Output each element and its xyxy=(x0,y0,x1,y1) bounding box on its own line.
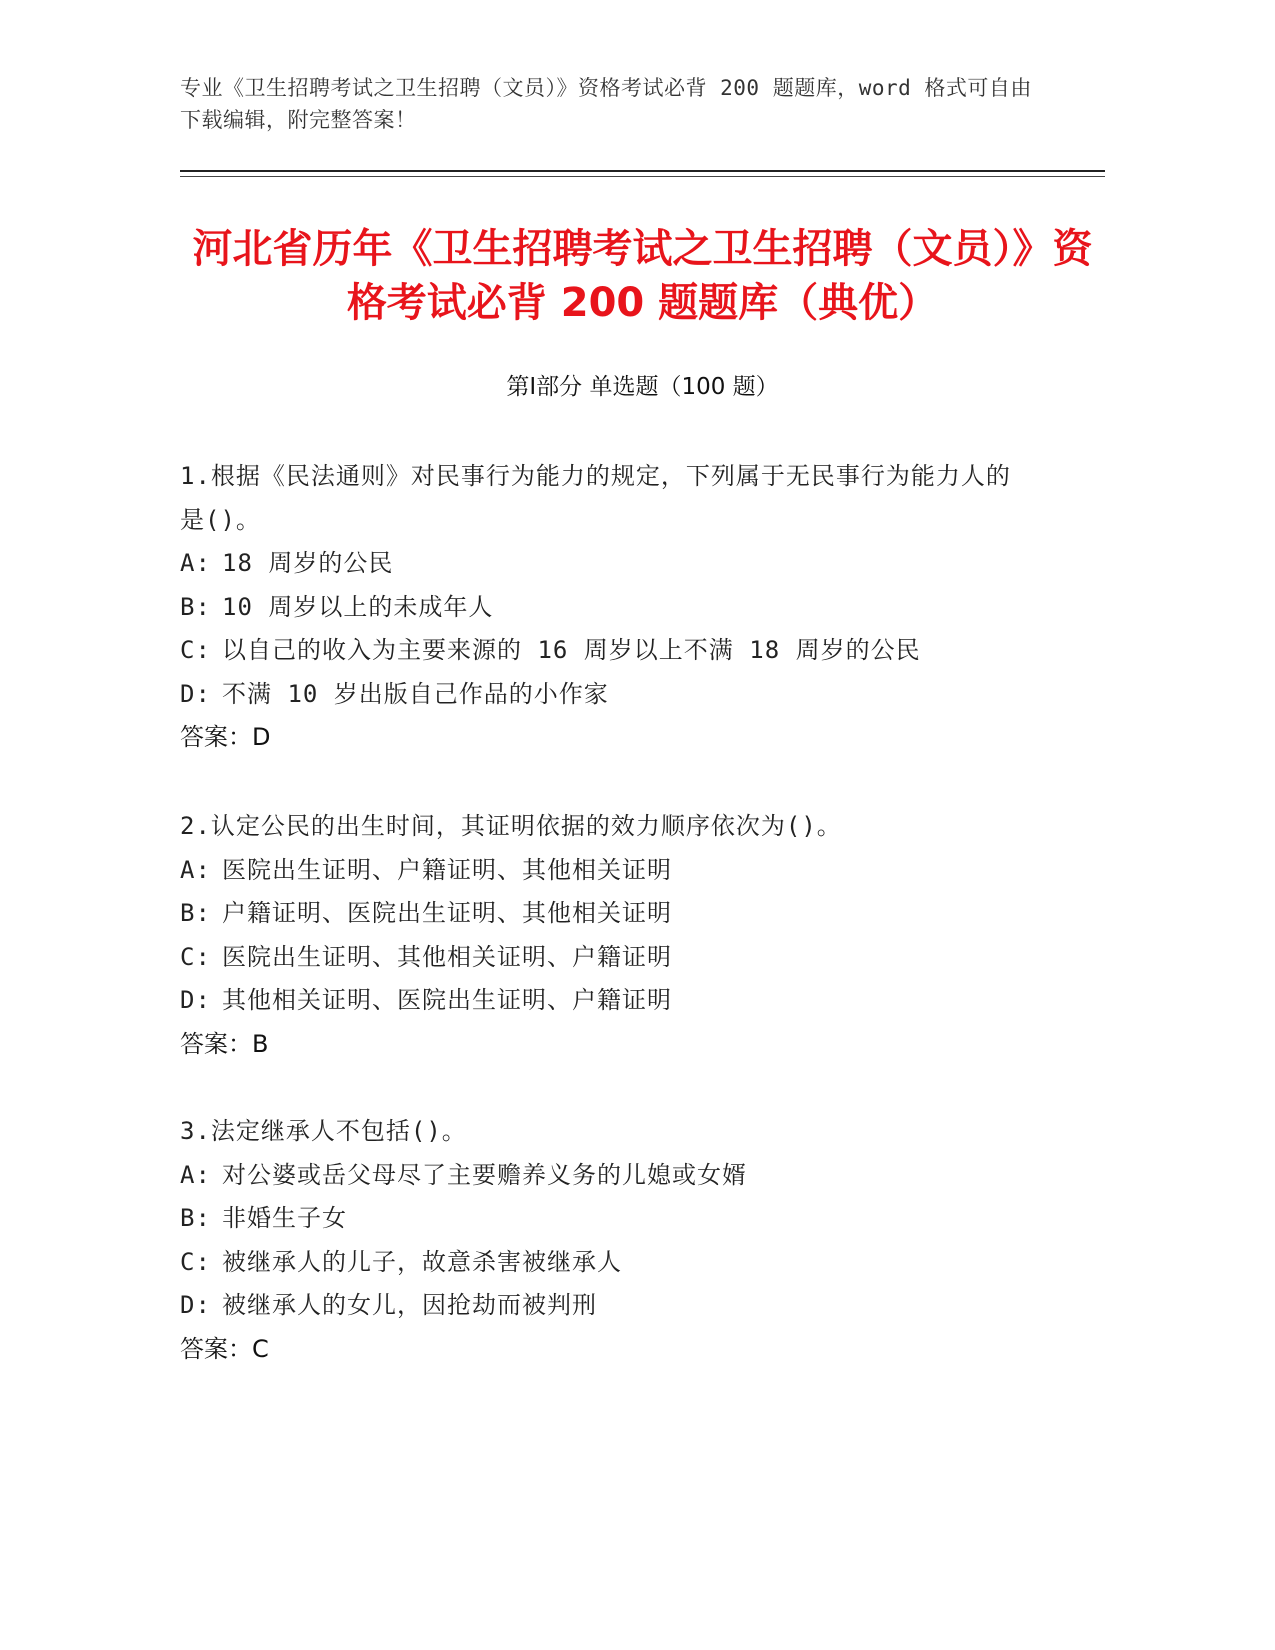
option-key: C: xyxy=(180,1247,211,1276)
option-d xyxy=(180,979,1030,1023)
option-text: 以自己的收入为主要来源的 16 周岁以上不满 18 周岁的公民 xyxy=(222,636,921,664)
option-b xyxy=(180,586,1030,630)
header-divider-thin xyxy=(180,176,1105,177)
option-key: D: xyxy=(180,679,211,708)
answer-line: 答案：B xyxy=(180,1029,269,1058)
option-key: A: xyxy=(180,549,211,577)
option-key: C: xyxy=(180,942,211,971)
section-title: 第Ⅰ部分 单选题（100 题） xyxy=(506,374,779,400)
option-text: 医院出生证明、户籍证明、其他相关证明 xyxy=(222,855,672,884)
answer-line: 答案：D xyxy=(180,723,271,751)
option-text: 医院出生证明、其他相关证明、户籍证明 xyxy=(222,942,672,971)
option-text: 户籍证明、医院出生证明、其他相关证明 xyxy=(222,899,672,927)
option-key: B: xyxy=(180,1204,211,1232)
answer-line: 答案：C xyxy=(180,1334,269,1363)
option-c xyxy=(180,936,1030,980)
option-a xyxy=(180,1154,1030,1198)
option-text: 其他相关证明、医院出生证明、户籍证明 xyxy=(222,986,672,1014)
header-divider-thick xyxy=(180,170,1105,172)
question-item xyxy=(180,1110,1030,1371)
option-key: B: xyxy=(180,899,211,927)
question-item xyxy=(180,805,1030,1066)
option-text: 被继承人的女儿，因抢劫而被判刑 xyxy=(222,1291,597,1319)
option-key: D: xyxy=(180,986,211,1014)
option-text: 10 周岁以上的未成年人 xyxy=(222,592,494,621)
header-note: 专业《卫生招聘考试之卫生招聘（文员）》资格考试必背 200 题题库，word 格式可自由下载编辑，附完整答案！ xyxy=(180,76,1032,132)
option-text: 不满 10 岁出版自己作品的小作家 xyxy=(222,679,609,708)
question-stem: 1.根据《民法通则》对民事行为能力的规定，下列属于无民事行为能力人的是()。 xyxy=(180,462,1011,534)
document-title: 河北省历年《卫生招聘考试之卫生招聘（文员）》资格考试必背 200 题题库（典优） xyxy=(192,226,1093,326)
option-a xyxy=(180,849,1030,893)
option-c xyxy=(180,629,1030,673)
option-text: 被继承人的儿子，故意杀害被继承人 xyxy=(222,1247,622,1276)
option-text: 非婚生子女 xyxy=(222,1204,347,1232)
option-a xyxy=(180,542,1030,586)
question-stem: 3.法定继承人不包括()。 xyxy=(180,1117,467,1145)
option-key: C: xyxy=(180,636,211,664)
question-item xyxy=(180,455,1030,760)
option-b xyxy=(180,1197,1030,1241)
option-text: 对公婆或岳父母尽了主要赡养义务的儿媳或女婿 xyxy=(222,1160,747,1189)
question-stem: 2.认定公民的出生时间，其证明依据的效力顺序依次为()。 xyxy=(180,812,842,840)
option-d xyxy=(180,1284,1030,1328)
option-text: 18 周岁的公民 xyxy=(222,549,394,577)
option-key: A: xyxy=(180,855,211,884)
option-d xyxy=(180,673,1030,717)
option-b xyxy=(180,892,1030,936)
option-key: D: xyxy=(180,1291,211,1319)
option-c xyxy=(180,1241,1030,1285)
option-key: B: xyxy=(180,592,211,621)
option-key: A: xyxy=(180,1160,211,1189)
